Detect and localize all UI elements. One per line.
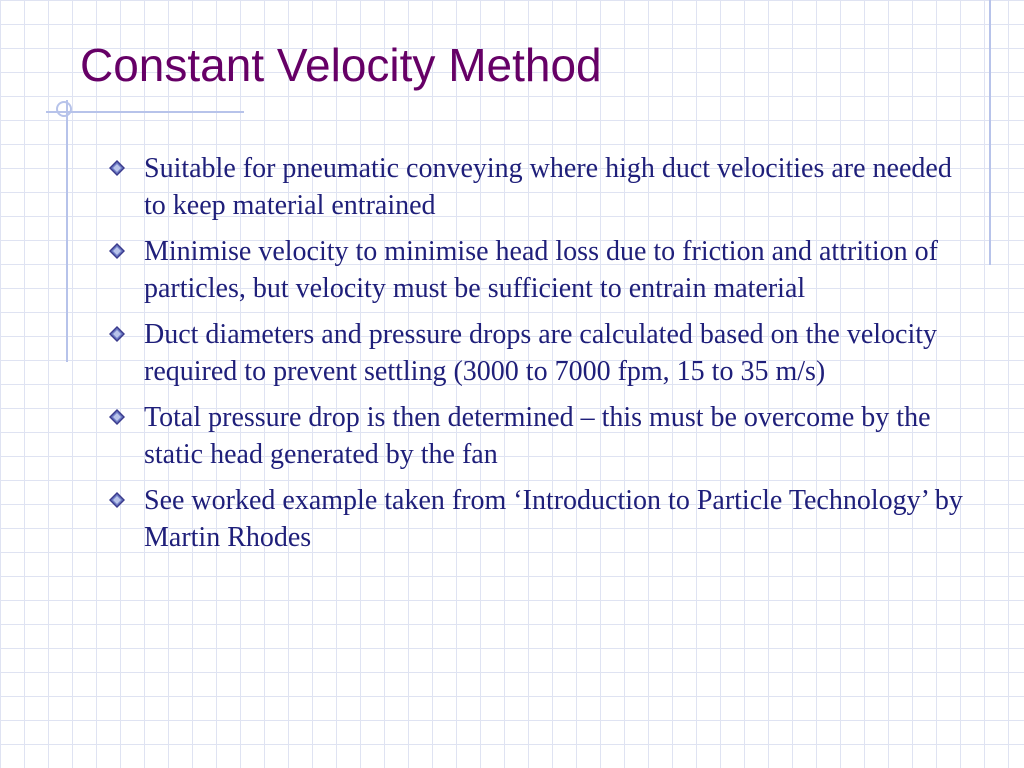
list-item [108,150,968,224]
diamond-bullet-icon [108,242,126,260]
bullet-text: Suitable for pneumatic conveying where high duct velocities are needed to keep material entrained [144,153,952,221]
title-underline [46,111,244,113]
diamond-bullet-icon [108,159,126,177]
left-vertical-line [66,100,68,362]
bullet-text: See worked example taken from ‘Introduction to Particle Technology’ by Martin Rhodes [144,485,963,553]
diamond-bullet-icon [108,491,126,509]
bullet-text: Total pressure drop is then determined – this must be overcome by the static head generated by the fan [144,402,931,470]
slide-title: Constant Velocity Method [80,39,602,91]
list-item [108,233,968,307]
right-vertical-line [989,0,991,265]
bullet-text: Minimise velocity to minimise head loss due to friction and attrition of particles, but velocity must be sufficient to entrain material [144,236,938,304]
bullet-text: Duct diameters and pressure drops are calculated based on the velocity required to prevent settling (3000 to 7000 fpm, 15 to 35 m/s) [144,319,938,387]
diamond-bullet-icon [108,325,126,343]
list-item [108,482,968,556]
corner-circle-icon [56,101,72,117]
list-item [108,399,968,473]
diamond-bullet-icon [108,408,126,426]
list-item [108,316,968,390]
bullet-list [108,150,968,565]
